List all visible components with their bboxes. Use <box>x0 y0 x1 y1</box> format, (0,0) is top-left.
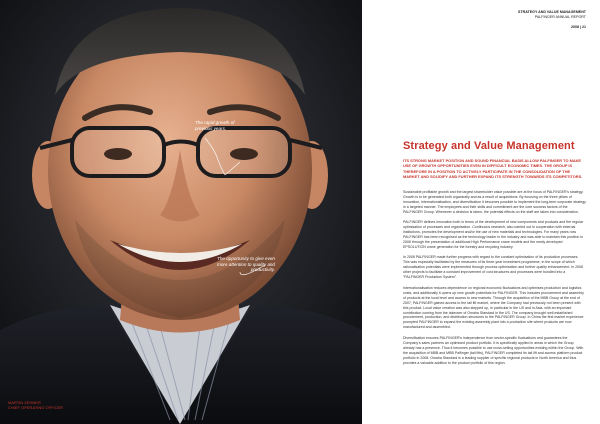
text-page <box>362 0 600 424</box>
article-lead: ITS STRONG MARKET POSITION AND SOUND FINANCIAL BASIS ALLOW PALFINGER TO MAKE USE OF GROWTH OPPORTUNITIES EVEN IN DIFFICULT ECONOMIC TIMES. THE GROUP IS THEREFORE IN A POSITION TO ACTIVELY PARTICIPATE IN THE CONSOLIDATION OF THE MARKET AND SOLIDIFY AND FURTHER EXPAND ITS STRENGTH TOWARDS ITS COMPETITORS. <box>403 158 583 179</box>
photo-caption-bottom: The opportunity to give even more attention to quality and productivity. <box>217 256 275 273</box>
article-title: Strategy and Value Management <box>403 140 575 152</box>
left-eye <box>104 148 132 160</box>
header-section: STRATEGY AND VALUE MANAGEMENT <box>518 10 586 14</box>
person-credit <box>8 400 63 410</box>
photo-caption-top: The rapid growth of previous years. <box>195 120 235 131</box>
header-report: PALFINGER ANNUAL REPORT <box>534 14 586 19</box>
right-eye <box>230 148 258 160</box>
body-paragraph-4: Internationalisation reduces dependence on regional economic fluctuations and optimises production and logistics costs, and additionally it opens up new growth potentials for PALFINGER. This includes procurement and assembly of products at the local level and access to new markets. Through the acquisition of the MBB Group at the end of 2007, PALFINGER gained access to the tail lift market, where the Company had previously not been present with this product. Local value creation was also stepped up, in particular in the US and in Asia, with an important contribution coming from the takeover of Omaha Standard in the US. The company brought well-established procurement, production, and distribution structures to the PALFINGER Group. In China the first market experience prompted PALFINGER to expand the existing assembly plant into a production site where products are now manufactured and assembled. <box>403 285 584 330</box>
body-paragraph-1: Sustainable profitable growth and the largest shareholder value possible are at the focus of PALFINGER's strategy. Growth is to be generated both organically and as a result of acquisitions. By focusing on the three pillars of innovation, internationalisation, and diversification it becomes possible to implement the long-term corporate strategy in a targeted manner. The employees and their skills and commitment are the core success factors of the PALFINGER Group. Whenever a decision is taken, the potential effects on the staff are taken into consideration. <box>403 190 586 214</box>
person-role: CHIEF OPERATING OFFICER <box>8 405 64 410</box>
page-number: 2008 | 21 <box>571 25 586 30</box>
body-paragraph-3: In 2008 PALFINGER made further progress with regard to the constant optimisation of its production processes. This was especially facilitated by the measures of its three-year investment programme, in the scope of which rationalisation potentials were implemented through process optimisation and further quality enhancement. In 2008 other projects to facilitate a constant improvement of cost structures and processes were bundled into a "PALFINGER Production System". <box>403 255 584 280</box>
body-paragraph-5: Diversification ensures PALFINGER's independence from sector-specific fluctuations and guarantees the Company's sales partners an optimised product portfolio. It is specifically applied in areas in which the Group already has a presence. Thus it becomes possible to use cross-selling opportunities existing within the Group. With the acquisition of MBB and MBB Palfinger (tail lifts), PALFINGER completed its tail lift and access platform product portfolio in 2008. Omaha Standard is a leading supplier of specific regional products in North America and thus provides a valuable addition to the product portfolio of this region. <box>403 335 584 365</box>
article-body <box>403 190 586 371</box>
running-header <box>518 10 586 30</box>
body-paragraph-2: PALFINGER defines innovation both in terms of the development of new components and products and the regular optimisation of processes and organisation. Continuous research, also carried out in cooperation with external institutions, promotes the development and/or the use of new materials and technologies. For many years now PALFINGER has been recognised as the technology leader in the industry and was able to maintain this position in 2008 through the presentation of additional High Performance crane models and the newly developed EPSOLUTION crane generation for the forestry and recycling industry. <box>403 220 584 250</box>
person-name: MARTIN ZEHNER <box>8 400 41 405</box>
